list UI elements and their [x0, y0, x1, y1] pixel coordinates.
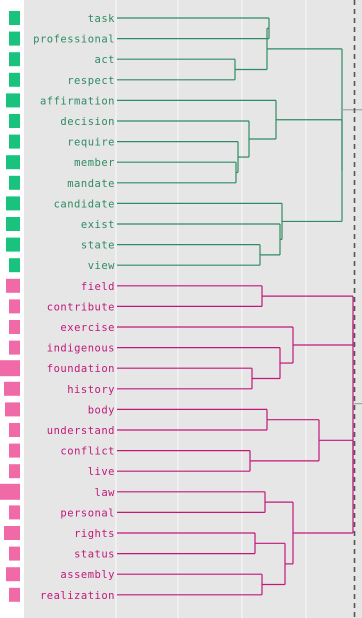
leaf-marker [6, 238, 20, 252]
leaf-label: field [80, 280, 115, 293]
leaf-label: foundation [46, 363, 115, 376]
leaf-label: rights [74, 528, 115, 540]
leaf-label: exist [80, 219, 115, 231]
leaf-marker-strip [0, 11, 20, 602]
leaf-marker [9, 588, 20, 602]
leaf-label: professional [33, 33, 115, 46]
leaf-marker [9, 32, 20, 46]
leaf-marker [9, 320, 20, 334]
leaf-marker [4, 526, 20, 540]
leaf-marker [6, 567, 20, 581]
leaf-label: history [67, 383, 115, 396]
leaf-label: body [87, 404, 115, 417]
leaf-label: live [87, 466, 115, 479]
leaf-label: respect [67, 74, 115, 87]
leaf-label: exercise [60, 322, 115, 334]
leaf-marker [0, 360, 20, 376]
leaf-marker [9, 135, 20, 149]
leaf-marker [9, 341, 20, 355]
leaf-marker [9, 547, 20, 561]
leaf-marker [9, 505, 20, 519]
leaf-marker [9, 423, 20, 437]
leaf-label: task [87, 13, 115, 25]
leaf-label: require [67, 136, 115, 149]
leaf-marker [6, 279, 20, 293]
leaf-label: decision [60, 116, 115, 128]
leaf-label: member [74, 157, 115, 170]
leaf-marker [6, 196, 20, 210]
leaf-marker [5, 402, 20, 416]
leaf-marker [9, 176, 20, 190]
leaf-marker [9, 73, 20, 87]
leaf-marker [9, 258, 20, 272]
leaf-marker [9, 464, 20, 478]
leaf-marker [9, 299, 20, 313]
leaf-label: candidate [53, 198, 115, 211]
leaf-marker [9, 114, 20, 128]
leaf-label: law [94, 486, 115, 499]
leaf-marker [6, 217, 20, 231]
leaf-label: conflict [60, 445, 115, 458]
leaf-label: realization [39, 589, 115, 602]
leaf-marker [9, 52, 20, 66]
leaf-marker [9, 11, 20, 25]
leaf-label: act [94, 54, 115, 67]
leaf-label: understand [46, 425, 115, 437]
leaf-marker [9, 444, 20, 458]
leaf-marker [0, 484, 20, 500]
leaf-label: status [74, 548, 115, 561]
leaf-marker [6, 155, 20, 169]
leaf-label: state [80, 239, 115, 252]
leaf-label: contribute [46, 301, 115, 314]
leaf-label: view [87, 260, 115, 273]
leaf-label: mandate [67, 177, 115, 190]
leaf-label: personal [60, 507, 115, 520]
leaf-marker [6, 93, 20, 107]
leaf-label: affirmation [39, 95, 115, 108]
leaf-label: indigenous [46, 342, 115, 355]
leaf-label: assembly [60, 569, 115, 582]
leaf-marker [4, 382, 20, 396]
